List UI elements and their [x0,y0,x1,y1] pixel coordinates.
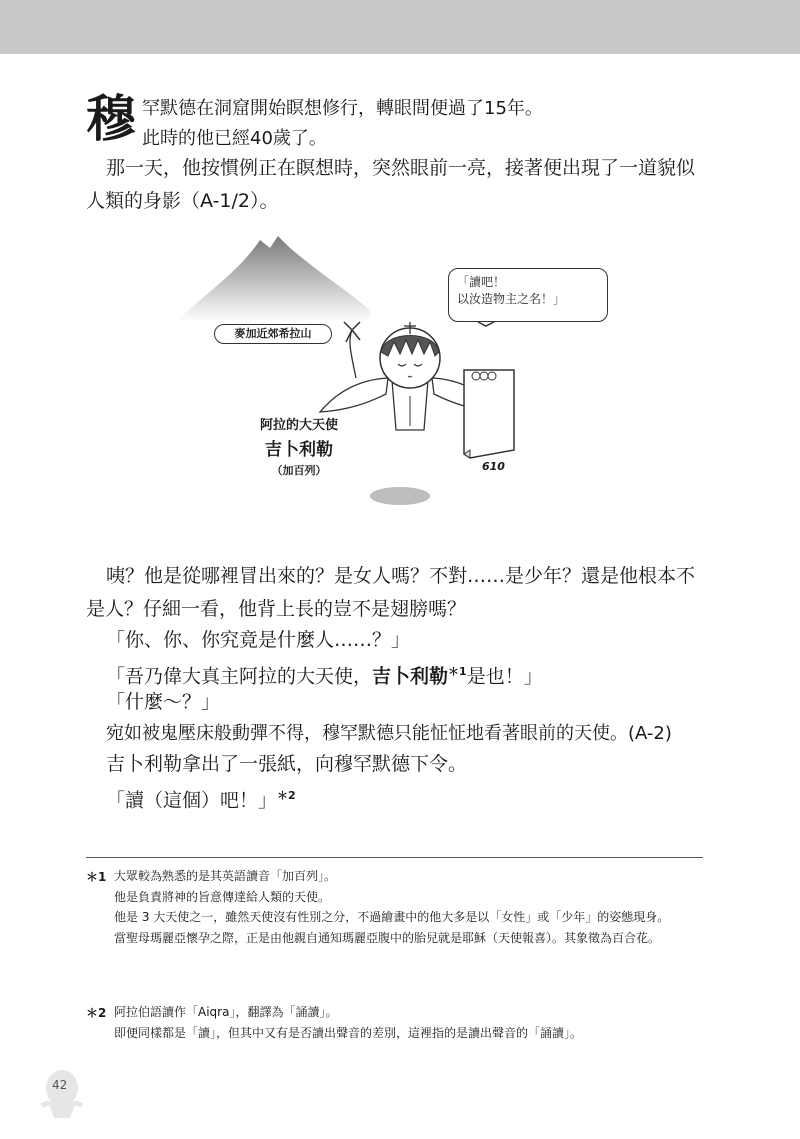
page-number: 42 [52,1078,68,1092]
angel-shadow [370,487,430,505]
paper-number: 610 [482,460,505,473]
header-band [0,0,800,54]
intro-line-2: 此時的他已經40歲了。 [142,128,327,149]
footnote-2: 阿拉伯語讀作「Aiqra」，翻譯為「誦讀」。 即便同樣都是「讀」，但其中又有是否讀出聲音的差別，這裡指的是讀出聲音的「誦讀」。 [114,1005,583,1040]
illustration [180,230,640,520]
angel-caption [244,414,354,478]
intro-line-1: 罕默德在洞窟開始瞑想修行，轉眼間便過了15年。 [142,98,543,119]
footnote-mark-2: ＊2 [86,1006,107,1020]
dialogue-line-2: 「吾乃偉大真主阿拉的大天使，吉卜利勒$^{*1}$是也！」 [106,665,543,688]
dialogue-line-1: 「你、你、你究竟是什麼人……？」 [106,629,411,651]
footnote-1: 大眾較為熟悉的是其英語讀音「加百列」。 他是負責將神的旨意傳達給人類的天使。 他是 3 大天使之一，雖然天使沒有性別之分，不過繪畫中的他大多是以「女性」或「少年」的姿態現身。 當聖母瑪麗亞懷孕之際，正是由他親自通知瑪麗亞腹中的胎兒就是耶穌（天使報喜）。其象徵為百合花。 [114,869,670,945]
paragraph-1: 那一天，他按慣例正在瞑想時，突然眼前一亮，接著便出現了一道貌似人類的身影（A-1/2）。 [86,157,696,212]
narration-line-5: 吉卜利勒拿出了一張紙，向穆罕默德下令。 [106,753,468,775]
paragraph-2: 咦？他是從哪裡冒出來的？是女人嗎？不對……是少年？還是他根本不是人？仔細一看，他背上長的豈不是翅膀嗎？ [86,565,696,620]
lily-icon [344,322,360,342]
drop-cap: 穆 [86,90,136,148]
angel-caption-line-2: 吉卜利勒 [265,440,333,460]
bubble-tail [478,322,494,326]
mountain-shape [180,236,370,322]
angel-caption-line-1: 阿拉的大天使 [259,418,338,433]
footnote-ref-2: ＊2 [277,789,296,802]
footnote-ref-1: ＊1 [448,665,467,678]
angel-name: 吉卜利勒 [372,665,449,688]
angel-caption-line-3: （加百列） [271,464,327,477]
speech-line-1: 「讀吧！ [457,275,506,289]
paper-scroll [464,370,514,458]
speech-bubble [448,268,608,322]
mountain-label: 麥加近郊希拉山 [214,324,332,344]
dialogue-line-3: 「什麼～？」 [106,691,221,713]
footnote-mark-1: ＊1 [86,870,107,884]
speech-line-2: 以汝造物主之名！」 [457,292,566,306]
dialogue-line-6: 「讀（這個）吧！」$^{*2}$ [106,789,296,812]
narration-line-4: 宛如被鬼壓床般動彈不得，穆罕默德只能怔怔地看著眼前的天使。(A-2) [106,723,672,744]
page-mascot-icon [40,1062,84,1122]
footnote-divider [86,857,703,858]
